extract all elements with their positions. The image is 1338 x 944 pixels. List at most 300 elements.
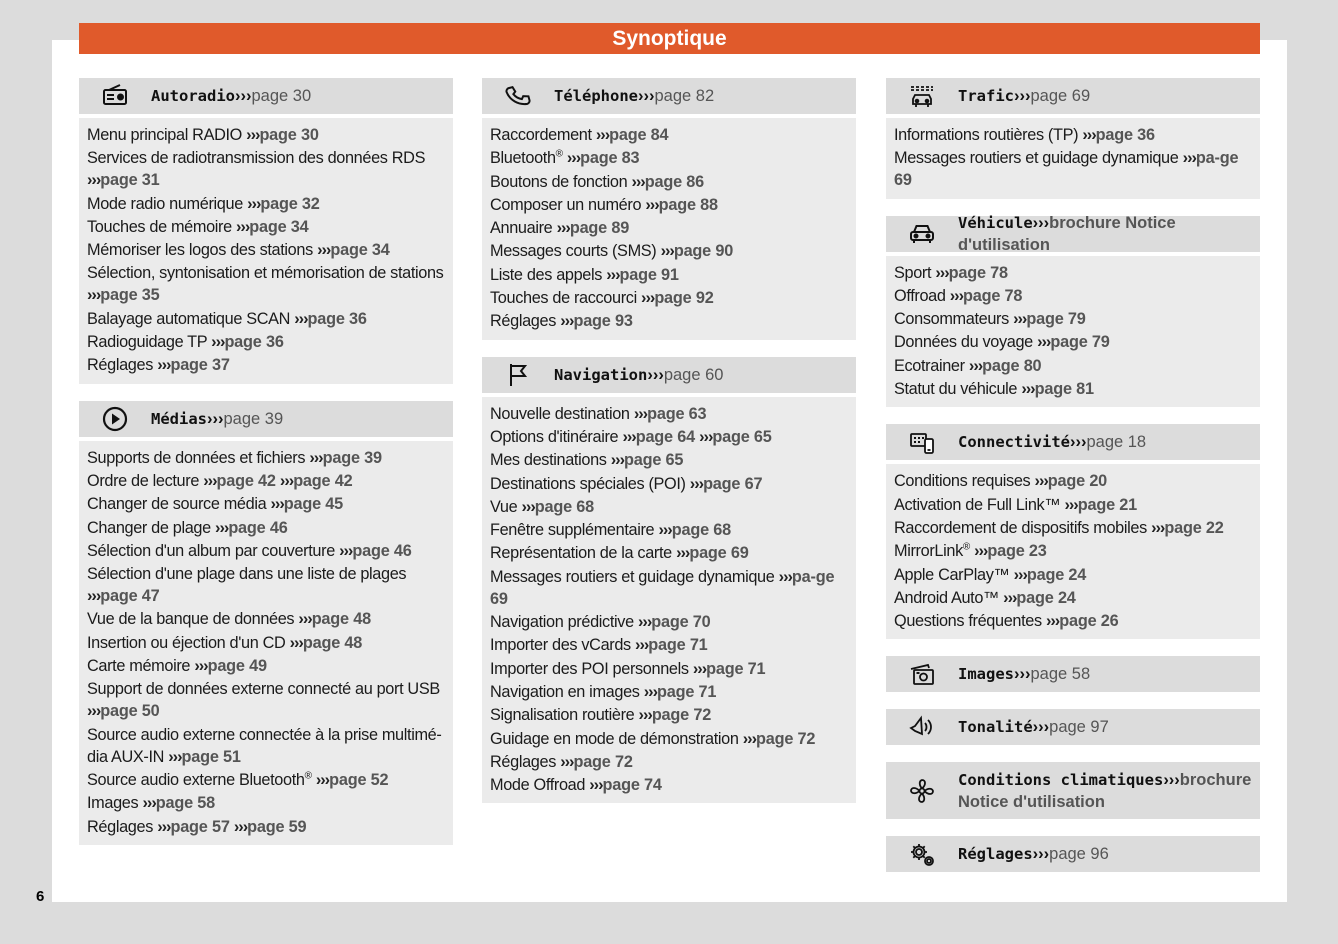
section-header[interactable] (482, 357, 856, 393)
section-title: Téléphone (554, 87, 638, 105)
arrow-glyph: ››› (1182, 149, 1196, 168)
list-item[interactable] (490, 704, 848, 726)
arrow-glyph: ››› (622, 427, 636, 446)
item-page: page 80 (982, 356, 1042, 375)
item-page-2: page 42 (293, 471, 353, 490)
arrow-glyph: ››› (157, 356, 171, 375)
item-page: page 39 (322, 448, 382, 467)
arrow-glyph: ››› (315, 770, 330, 789)
item-page: page 49 (207, 657, 267, 676)
item-page: page 72 (651, 706, 712, 725)
list-item[interactable] (87, 563, 445, 607)
arrow-glyph: ››› (142, 794, 156, 813)
arrow-glyph: ››› (631, 172, 645, 191)
item-page: pa-ge 69 (894, 149, 1239, 190)
section-title: Navigation (554, 365, 648, 384)
arrow-glyph: ››› (647, 365, 664, 384)
section-medias (79, 401, 453, 845)
arrow-glyph: ››› (606, 265, 620, 284)
item-page: page 24 (1016, 588, 1076, 607)
item-page: page 71 (648, 636, 708, 655)
list-item[interactable] (87, 816, 445, 838)
arrow-glyph: ››› (1014, 87, 1031, 105)
item-page: page 32 (260, 194, 320, 213)
section-connectivite (886, 424, 1260, 639)
item-page: page 78 (963, 286, 1023, 305)
item-page: page 58 (155, 794, 215, 813)
item-page: page 69 (689, 544, 749, 563)
section-header[interactable] (886, 213, 1260, 254)
arrow-glyph: ››› (203, 471, 217, 490)
arrow-glyph: ››› (974, 542, 988, 561)
section-page: page 82 (654, 87, 715, 105)
list-item[interactable] (490, 240, 848, 262)
list-item[interactable] (87, 239, 445, 261)
section-page: page 69 (1030, 87, 1091, 105)
list-item[interactable] (490, 426, 848, 448)
item-text: Radioguidage TP (87, 333, 207, 352)
item-text: Sélection d'un album par couverture (87, 541, 335, 560)
item-page: page 46 (228, 518, 288, 537)
section-vehicule (886, 213, 1260, 408)
arrow-glyph: ››› (638, 87, 655, 105)
item-page: page 63 (647, 404, 707, 423)
arrow-glyph: ››› (87, 286, 101, 305)
arrow-glyph: ››› (643, 682, 658, 701)
list-item[interactable] (87, 147, 445, 191)
item-text: Navigation en images (490, 682, 640, 701)
item-superscript: ® (555, 148, 563, 160)
item-text: Réglages (87, 817, 153, 836)
item-page: page 36 (1095, 126, 1155, 144)
list-item[interactable] (87, 792, 445, 814)
arrow-glyph: ››› (246, 126, 260, 144)
list-item[interactable] (87, 331, 445, 353)
list-item[interactable] (490, 473, 848, 495)
item-text: Touches de raccourci (490, 289, 637, 308)
arrow-glyph: ››› (638, 706, 652, 725)
item-text: Balayage automatique SCAN (87, 309, 291, 328)
item-text: Statut du véhicule (894, 380, 1018, 399)
list-item[interactable] (490, 449, 848, 471)
column-middle (482, 78, 856, 820)
item-page: page 47 (100, 587, 160, 606)
list-item[interactable] (490, 403, 848, 425)
item-text: Source audio externe connectée à la prise multimé-dia AUX-IN (87, 725, 442, 766)
section-trafic (886, 78, 1260, 199)
item-page: page 48 (311, 610, 371, 629)
section-page: brochure Notice d'utilisation (958, 770, 1252, 811)
item-page: page 37 (170, 356, 230, 375)
item-page: page 21 (1077, 495, 1137, 514)
list-item[interactable] (894, 540, 1252, 562)
item-superscript: ® (962, 541, 970, 553)
list-item[interactable] (87, 308, 445, 330)
section-body (79, 118, 453, 384)
arrow-glyph: ››› (1032, 845, 1050, 864)
item-page: page 71 (706, 659, 766, 678)
arrow-glyph: ››› (637, 613, 652, 632)
item-text: Carte mémoire (87, 657, 191, 676)
list-item[interactable] (87, 678, 445, 722)
traffic-icon (886, 82, 958, 110)
item-text: Bluetooth (490, 149, 556, 168)
item-page: page 51 (181, 747, 241, 766)
item-text: Nouvelle destination (490, 404, 630, 423)
list-item[interactable] (894, 494, 1252, 516)
section-title: Images (958, 665, 1014, 684)
arrow-glyph: ››› (1163, 770, 1180, 789)
arrow-glyph: ››› (247, 194, 261, 213)
arrow-glyph: ››› (157, 817, 171, 836)
item-text: Vue (490, 497, 518, 516)
page-number: 6 (36, 888, 45, 905)
arrow-glyph: ››› (215, 518, 229, 537)
arrow-glyph: ››› (1032, 718, 1050, 737)
arrow-glyph: ››› (742, 729, 757, 748)
section-title: Véhicule (958, 213, 1033, 232)
arrow-glyph: ››› (211, 333, 225, 352)
section-header[interactable] (482, 78, 856, 114)
item-text: Boutons de fonction (490, 172, 628, 191)
item-page: page 50 (100, 702, 160, 721)
list-item[interactable] (490, 681, 848, 703)
item-text: Raccordement (490, 126, 592, 144)
list-item[interactable] (87, 632, 445, 654)
arrow-glyph: ››› (233, 817, 248, 836)
item-text: Changer de source média (87, 495, 267, 514)
section-header[interactable] (886, 762, 1260, 819)
section-body (482, 397, 856, 804)
section-page: page 60 (663, 365, 724, 384)
item-page: page 92 (654, 289, 714, 308)
arrow-glyph: ››› (309, 448, 323, 467)
item-text: Navigation prédictive (490, 613, 634, 632)
section-page: page 30 (251, 87, 312, 105)
list-item[interactable] (87, 517, 445, 539)
list-item[interactable] (87, 493, 445, 515)
arrow-glyph: ››› (589, 776, 603, 795)
arrow-glyph: ››› (699, 427, 713, 446)
arrow-glyph: ››› (1003, 588, 1017, 607)
arrow-glyph: ››› (560, 752, 574, 771)
arrow-glyph: ››› (168, 747, 182, 766)
list-item[interactable] (894, 308, 1252, 330)
section-telephone (482, 78, 856, 340)
item-text: Fenêtre supplémentaire (490, 521, 655, 540)
section-tonalite (886, 709, 1260, 745)
section-body (886, 256, 1260, 408)
item-text: Réglages (87, 356, 153, 375)
list-item[interactable] (894, 517, 1252, 539)
play-icon (79, 405, 151, 433)
arrow-glyph: ››› (279, 471, 294, 490)
item-text: Images (87, 794, 139, 813)
list-item[interactable] (490, 542, 848, 564)
section-images (886, 656, 1260, 692)
section-page: page 18 (1086, 433, 1147, 452)
page-title: Synoptique (79, 23, 1260, 54)
item-text: Liste des appels (490, 265, 603, 284)
item-text: Touches de mémoire (87, 217, 232, 236)
list-item[interactable] (87, 124, 445, 146)
arrow-glyph: ››› (289, 633, 303, 652)
flag-icon (482, 361, 554, 389)
item-text: Apple CarPlay™ (894, 565, 1010, 584)
item-text: Menu principal RADIO (87, 126, 242, 144)
item-text: Mode radio numérique (87, 194, 243, 213)
item-page: page 84 (609, 126, 669, 144)
item-page: page 72 (573, 752, 633, 771)
list-item[interactable] (894, 331, 1252, 353)
section-header[interactable] (886, 836, 1260, 872)
list-item[interactable] (490, 519, 848, 541)
item-text: Réglages (490, 312, 556, 331)
section-header[interactable] (886, 424, 1260, 460)
section-page: page 58 (1030, 665, 1091, 684)
item-page: page 70 (651, 613, 711, 632)
car-icon (886, 220, 958, 248)
item-page: page 91 (619, 265, 679, 284)
section-body (886, 464, 1260, 639)
arrow-glyph: ››› (645, 195, 659, 214)
item-text: Importer des POI personnels (490, 659, 689, 678)
list-item[interactable] (894, 262, 1252, 284)
item-superscript: ® (304, 770, 312, 782)
list-item[interactable] (490, 496, 848, 518)
item-text: Mode Offroad (490, 776, 586, 795)
item-text: Sélection, syntonisation et mémorisation de stations (87, 264, 444, 283)
item-page: page 45 (283, 495, 343, 514)
item-text: Guidage en mode de démonstration (490, 729, 739, 748)
item-page: page 68 (534, 497, 595, 516)
item-page: page 20 (1047, 472, 1108, 491)
section-body (482, 118, 856, 340)
item-text: Informations routières (TP) (894, 126, 1079, 144)
item-text: Supports de données et fichiers (87, 448, 306, 467)
item-text: Composer un numéro (490, 195, 642, 214)
arrow-glyph: ››› (660, 242, 674, 261)
item-page: page 42 (216, 471, 276, 490)
list-item[interactable] (87, 608, 445, 630)
item-page: page 78 (948, 263, 1008, 282)
list-item[interactable] (894, 378, 1252, 400)
arrow-glyph: ››› (207, 409, 224, 428)
arrow-glyph: ››› (935, 263, 949, 282)
section-page: page 96 (1049, 845, 1109, 864)
item-page: page 36 (224, 333, 284, 352)
arrow-glyph: ››› (658, 521, 672, 540)
arrow-glyph: ››› (1037, 333, 1051, 352)
item-text: Destinations spéciales (POI) (490, 474, 686, 493)
list-item[interactable] (490, 171, 848, 193)
list-item[interactable] (87, 655, 445, 677)
item-page-2: page 59 (247, 817, 307, 836)
item-page: page 72 (756, 729, 816, 748)
section-title: Tonalité (958, 718, 1033, 737)
item-page: page 36 (307, 309, 367, 328)
item-text: Changer de plage (87, 518, 211, 537)
item-page: page 89 (569, 219, 630, 238)
section-header[interactable] (886, 78, 1260, 114)
arrow-glyph: ››› (635, 636, 649, 655)
list-item[interactable] (490, 728, 848, 750)
arrow-glyph: ››› (87, 702, 101, 721)
section-header[interactable] (79, 78, 453, 114)
list-item[interactable] (87, 262, 445, 306)
section-body (79, 441, 453, 845)
list-item[interactable] (894, 564, 1252, 586)
item-text: Signalisation routière (490, 706, 635, 725)
arrow-glyph: ››› (1014, 665, 1031, 684)
arrow-glyph: ››› (270, 495, 284, 514)
section-title: Conditions climatiques (958, 770, 1164, 789)
list-item[interactable] (490, 751, 848, 773)
arrow-glyph: ››› (235, 87, 252, 105)
list-item[interactable] (490, 147, 848, 169)
arrow-glyph: ››› (689, 474, 704, 493)
item-text: Annuaire (490, 219, 553, 238)
arrow-glyph: ››› (294, 309, 308, 328)
arrow-glyph: ››› (339, 541, 353, 560)
item-page: page 65 (624, 451, 684, 470)
arrow-glyph: ››› (236, 217, 250, 236)
item-page: page 26 (1059, 612, 1119, 631)
list-item[interactable] (490, 658, 848, 680)
list-item[interactable] (87, 724, 445, 768)
list-item[interactable] (894, 355, 1252, 377)
settings-icon (886, 840, 958, 868)
item-text: Messages routiers et guidage dynamique (894, 149, 1179, 168)
arrow-glyph: ››› (595, 126, 610, 144)
list-item[interactable] (490, 566, 848, 610)
list-item[interactable] (894, 470, 1252, 492)
item-text: Représentation de la carte (490, 544, 672, 563)
arrow-glyph: ››› (692, 659, 707, 678)
item-page: page 68 (671, 521, 731, 540)
section-title: Autoradio (151, 87, 235, 105)
item-page: page 74 (602, 776, 662, 795)
list-item[interactable] (87, 354, 445, 376)
item-page: page 83 (580, 149, 640, 168)
section-climat (886, 762, 1260, 819)
list-item[interactable] (87, 470, 445, 492)
item-page: page 34 (249, 217, 309, 236)
list-item[interactable] (490, 217, 848, 239)
arrow-glyph: ››› (1064, 495, 1078, 514)
item-page: page 48 (302, 633, 363, 652)
item-text: Consommateurs (894, 310, 1009, 329)
arrow-glyph: ››› (676, 544, 690, 563)
list-item[interactable] (87, 769, 445, 791)
list-item[interactable] (894, 124, 1252, 146)
item-text: Importer des vCards (490, 636, 631, 655)
item-page: page 81 (1034, 380, 1094, 399)
list-item[interactable] (894, 147, 1252, 191)
section-page: page 97 (1049, 718, 1109, 737)
list-item[interactable] (490, 634, 848, 656)
arrow-glyph: ››› (968, 356, 983, 375)
item-text: Questions fréquentes (894, 612, 1042, 631)
arrow-glyph: ››› (641, 289, 655, 308)
list-item[interactable] (490, 611, 848, 633)
item-page: page 86 (644, 172, 704, 191)
item-text: Données du voyage (894, 333, 1033, 352)
fan-icon (886, 777, 958, 805)
arrow-glyph: ››› (194, 657, 208, 676)
list-item[interactable] (490, 774, 848, 796)
item-page: page 79 (1050, 333, 1110, 352)
list-item[interactable] (87, 447, 445, 469)
item-text: Messages routiers et guidage dynamique (490, 567, 775, 586)
item-text: Activation de Full Link™ (894, 495, 1061, 514)
arrow-glyph: ››› (1069, 433, 1087, 452)
radio-icon (79, 82, 151, 110)
list-item[interactable] (490, 124, 848, 146)
item-text: Sélection d'une plage dans une liste de plages (87, 565, 407, 584)
item-text: Android Auto™ (894, 588, 999, 607)
column-left (79, 78, 453, 862)
item-page-2: page 65 (712, 427, 772, 446)
item-page: page 30 (259, 126, 319, 144)
arrow-glyph: ››› (633, 404, 648, 423)
images-icon (886, 660, 958, 688)
section-title: Trafic (958, 87, 1014, 105)
item-page: page 88 (658, 195, 718, 214)
item-text: Ecotrainer (894, 356, 965, 375)
item-text: Vue de la banque de données (87, 610, 295, 629)
item-text: Offroad (894, 286, 946, 305)
arrow-glyph: ››› (1013, 565, 1027, 584)
item-page: page 24 (1026, 565, 1087, 584)
item-text: MirrorLink (894, 542, 963, 561)
phone-icon (482, 82, 554, 110)
section-header[interactable] (886, 656, 1260, 692)
arrow-glyph: ››› (1032, 213, 1050, 232)
item-text: Options d'itinéraire (490, 427, 619, 446)
list-item[interactable] (894, 610, 1252, 632)
item-page: page 34 (330, 241, 390, 260)
item-text: Source audio externe Bluetooth (87, 770, 305, 789)
section-header[interactable] (886, 709, 1260, 745)
list-item[interactable] (894, 587, 1252, 609)
list-item[interactable] (490, 264, 848, 286)
list-item[interactable] (87, 216, 445, 238)
arrow-glyph: ››› (556, 219, 570, 238)
list-item[interactable] (87, 540, 445, 562)
list-item[interactable] (490, 194, 848, 216)
item-page: pa-ge 69 (490, 567, 835, 608)
item-text: Mémoriser les logos des stations (87, 241, 313, 260)
list-item[interactable] (490, 310, 848, 332)
item-page: page 90 (673, 242, 734, 261)
item-page: page 93 (573, 312, 633, 331)
item-text: Support de données externe connecté au port USB (87, 680, 440, 699)
arrow-glyph: ››› (610, 451, 625, 470)
item-text: Réglages (490, 752, 556, 771)
arrow-glyph: ››› (1013, 310, 1027, 329)
item-page: page 57 (170, 817, 230, 836)
arrow-glyph: ››› (1082, 126, 1096, 144)
section-header[interactable] (79, 401, 453, 437)
list-item[interactable] (87, 193, 445, 215)
list-item[interactable] (490, 287, 848, 309)
item-text: Messages courts (SMS) (490, 242, 657, 261)
arrow-glyph: ››› (1021, 380, 1035, 399)
section-title: Réglages (958, 845, 1033, 864)
list-item[interactable] (894, 285, 1252, 307)
section-page: brochure Notice d'utilisation (958, 213, 1176, 254)
